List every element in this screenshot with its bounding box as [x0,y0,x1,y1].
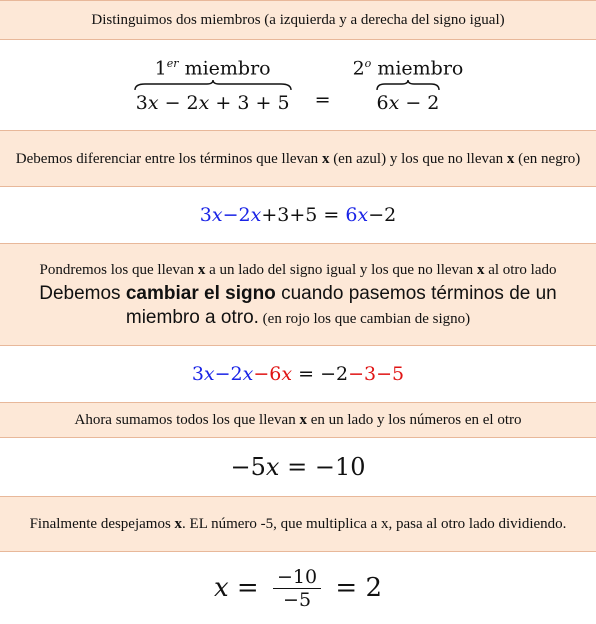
step-4-note [0,402,596,438]
solution-value: 2 [365,573,382,603]
first-member-label: 1er miembro [154,56,271,80]
step-4-text: Ahora sumamos todos los que llevan x en un lado y los números en el otro [74,412,522,428]
step-5-text: Finalmente despejamos x. EL número -5, que multiplica a x, pasa al otro lado dividiendo. [29,516,567,532]
overbrace-icon [133,79,293,91]
equation-solution: x = $\frac{-10}{-5}$ = 2 [214,565,382,611]
step-3-text: Pondremos los que llevan x a un lado del signo igual y los que no llevan x al otro lado [39,261,557,278]
step-3-rule: Debemos cambiar el signo cuando pasemos términos de un miembro a otro. (en rojo los que cambian de signo) [39,282,557,328]
members-equation [0,40,596,130]
equation-colored-terms: 3 x −2 x +3+5 = 6 x −2 [199,204,397,226]
second-member-expression: 6x − 2 [376,92,440,115]
first-member [133,53,293,115]
step-1-text: Distinguimos dos miembros (a izquierda y a derecha del signo igual) [91,12,505,28]
members-equals: = [314,89,331,111]
second-member [353,53,464,115]
second-member-label: 2$^o$ miembro [352,56,464,80]
step-2-text: Debemos diferenciar entre los términos que llevan x (en azul) y los que no llevan x (en negro) [15,150,581,167]
fraction-denominator: −5 [283,588,312,611]
first-member-expression: 3x − 2x + 3 + 5 [135,92,290,115]
step-2-note [0,130,596,187]
solution-fraction [273,566,321,611]
step-1-note [0,0,596,40]
equation-moved-terms: 3 x −2 x −6 x = −2 −3 −5 [191,363,405,385]
step-3-note [0,243,596,346]
overbrace-icon [375,79,441,91]
equation-simplified: −5 x = −10 [230,453,366,481]
fraction-numerator: −10 [273,566,321,589]
step-5-note [0,496,596,552]
